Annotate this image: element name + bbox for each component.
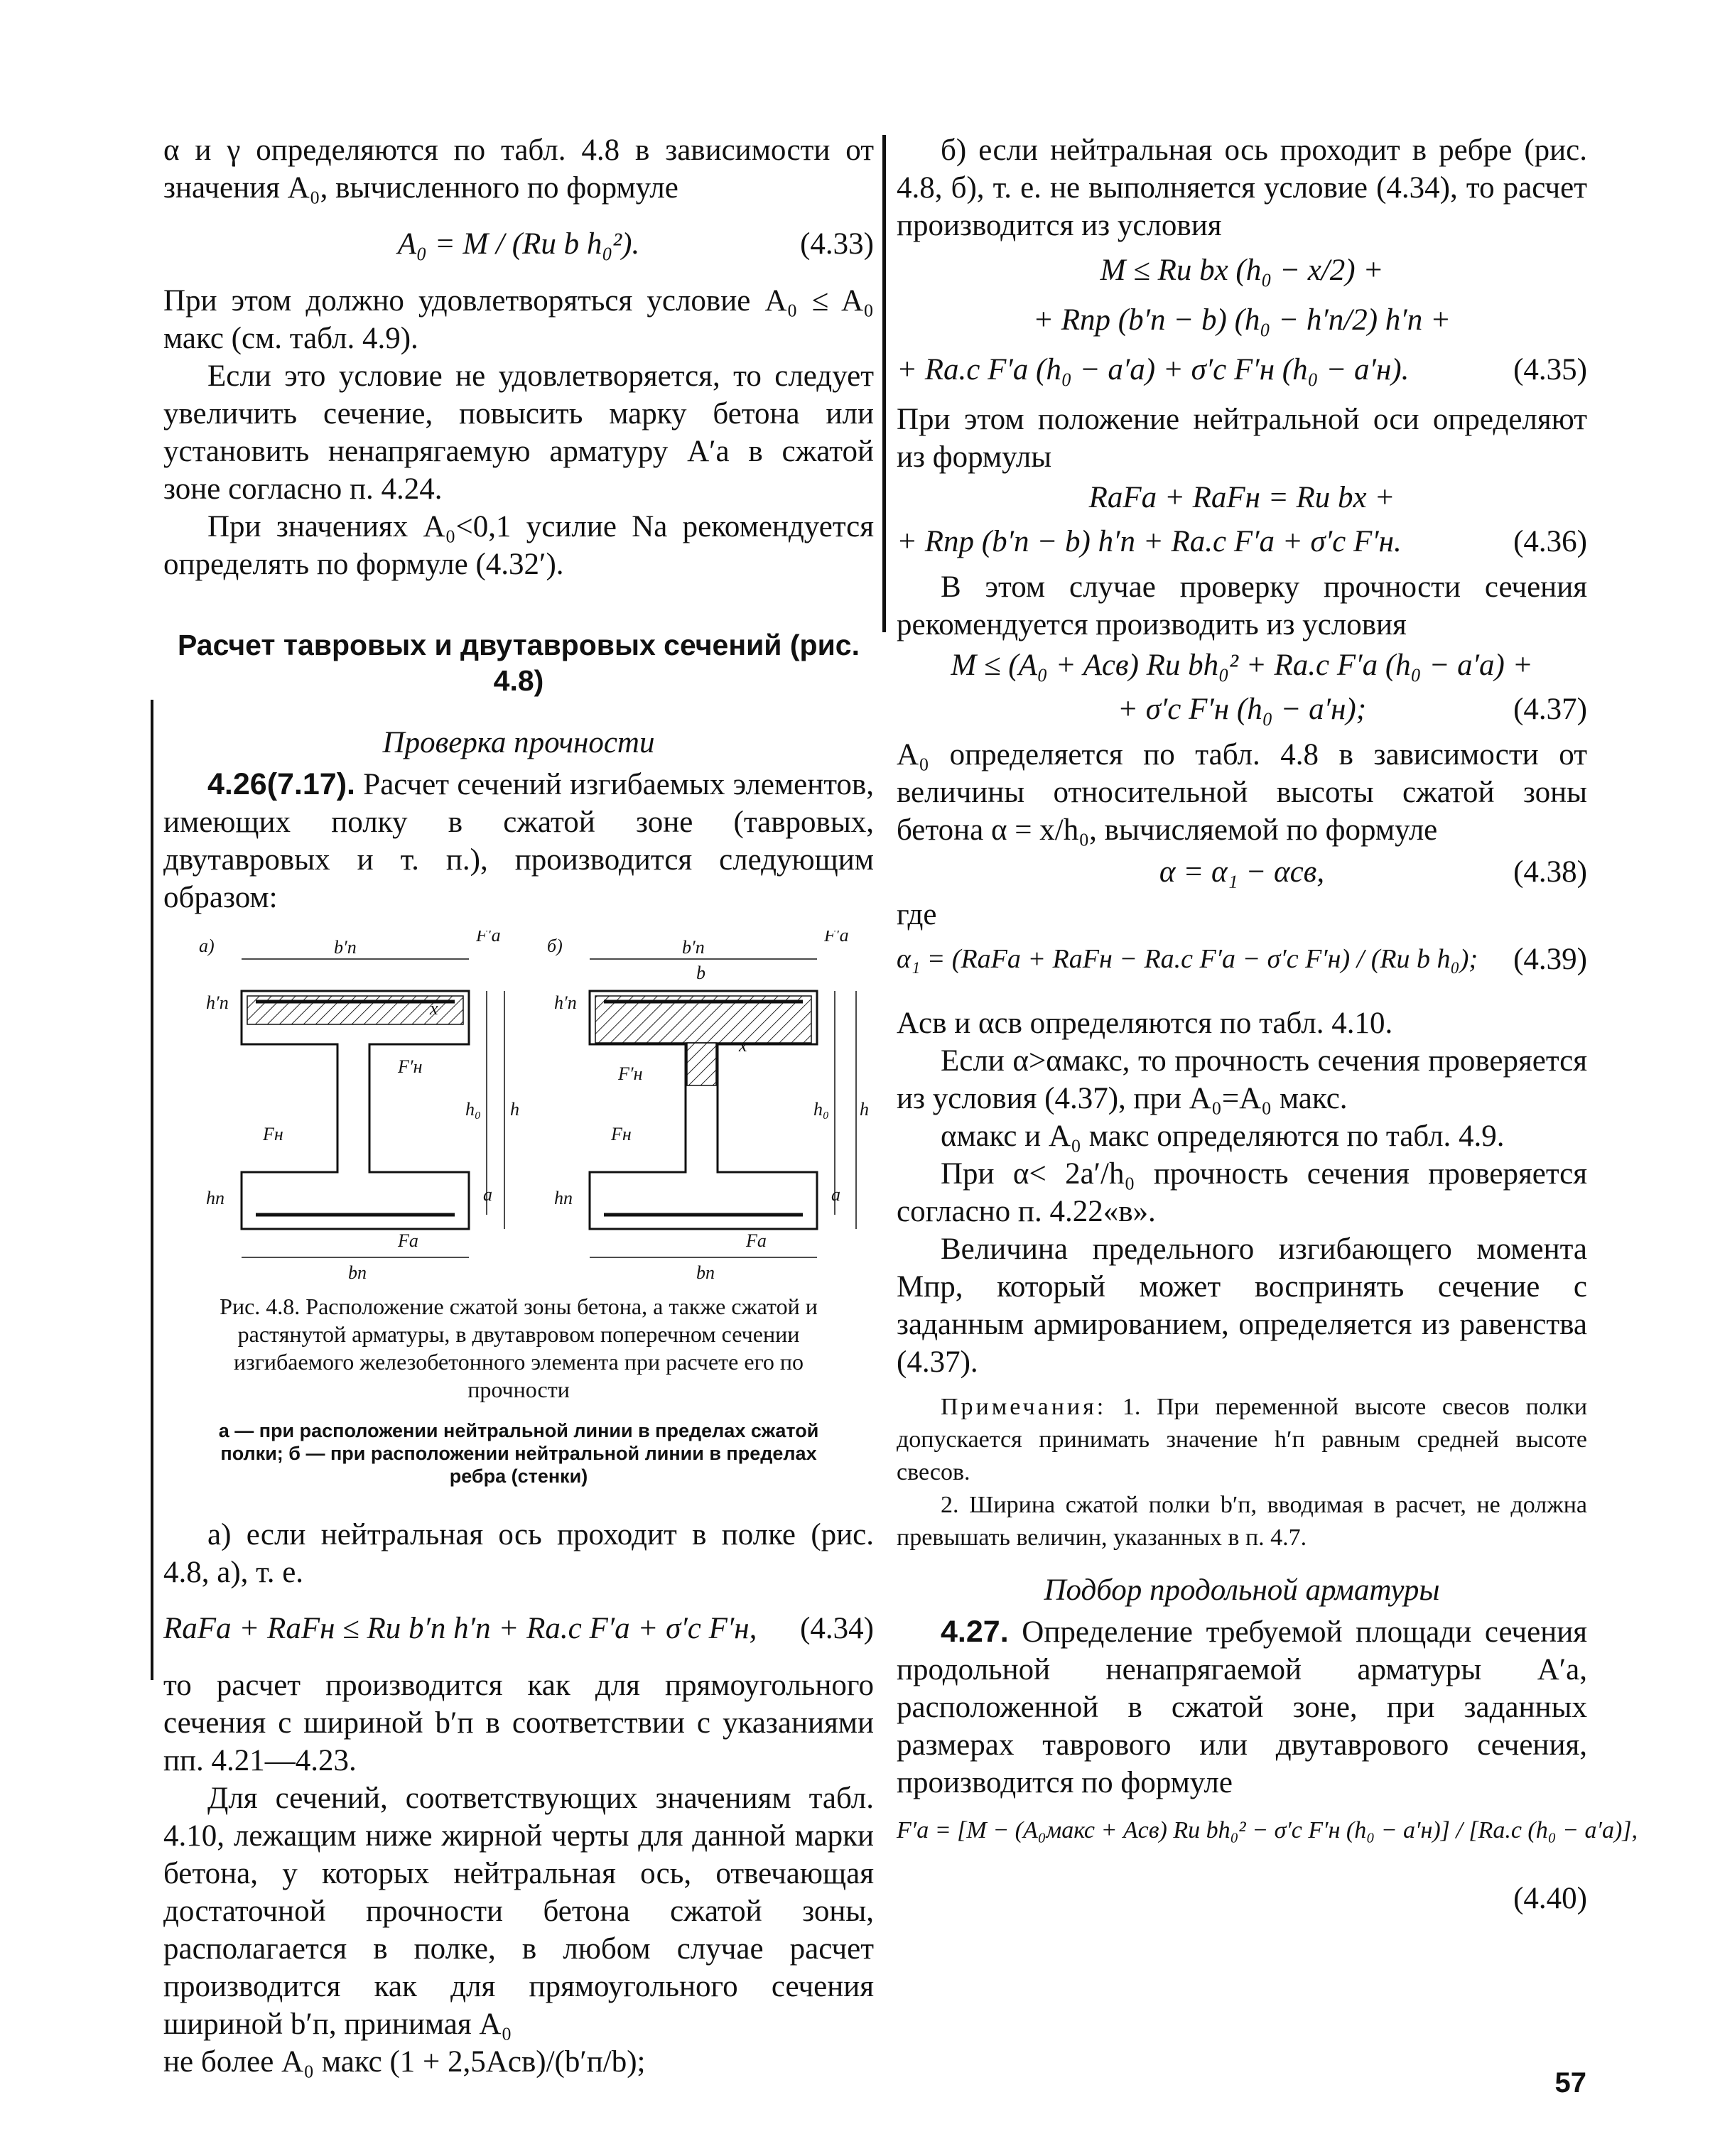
dim-hp-bot-a: hп <box>206 1188 225 1208</box>
equation-4-36-line2 <box>897 519 1587 568</box>
equation-number: (4.39) <box>1513 943 1587 976</box>
dim-hp-bot-b: hп <box>554 1188 573 1208</box>
figure-label-b: б) <box>547 936 563 956</box>
paragraph: A₀ определяется по табл. 4.8 в зависимости от величины относительной высоты сжатой зоны бетона α = x/h₀, вычисляемой по формуле <box>897 738 1587 847</box>
paragraph: В этом случае проверку прочности сечения рекомендуется производить из условия <box>897 570 1587 641</box>
equation-body: α = α₁ − αсв, <box>1159 855 1325 889</box>
paragraph: Величина предельного изгибающего момента Mпр, который может воспринять сечение с заданным армированием, определяется из равенства (4.37). <box>897 1233 1587 1379</box>
figure-4-8 <box>192 931 874 1286</box>
equation-body: F′а = [M − (A₀макс + Aсв) Rи bh₀² − σ′с F′н (h₀ − a′н)] / [Rа.с (h₀ − a′а)], <box>897 1817 1638 1843</box>
equation-number: (4.33) <box>800 227 874 261</box>
equation-body: + Rпр (b′п − b) (h₀ − h′п/2) h′п + <box>1033 303 1451 337</box>
paragraph: где <box>897 898 937 931</box>
dim-h0-a: h₀ <box>465 1099 482 1120</box>
equation-number: (4.38) <box>1513 855 1587 889</box>
figure-diagram <box>192 931 874 1286</box>
clause-number: 4.27. <box>941 1615 1009 1649</box>
paragraph: αмакс и A₀ макс определяются по табл. 4.9. <box>941 1120 1505 1153</box>
equation-4-35-line2 <box>897 294 1587 344</box>
margin-bar-right <box>882 135 886 632</box>
equation-body: + σ′с F′н (h₀ − a′н); <box>1117 693 1367 726</box>
equation-4-39 <box>897 933 1587 1004</box>
label-Fn-top-b: F′н <box>618 1063 643 1084</box>
dim-a-a: a <box>483 1184 492 1205</box>
paragraph: Aсв и αсв определяются по табл. 4.10. <box>897 1007 1393 1040</box>
note-text: 1. При переменной высоте свесов полки допускается принимать значение h′п равным средней высоте свесов. <box>897 1394 1588 1485</box>
equation-4-34 <box>163 1591 874 1667</box>
note-paragraph: 2. Ширина сжатой полки b′п, вводимая в расчет, не должна превышать величин, указанных в п. 4.7. <box>897 1492 1587 1551</box>
figure-caption: Рис. 4.8. Расположение сжатой зоны бетона, а также сжатой и растянутой арматуры, в двутавровом поперечном сечении изгибаемого железобетонного элемента при расчете его по прочности <box>220 1294 818 1402</box>
clause-paragraph <box>897 1613 1587 1802</box>
dim-bp-b: b′п <box>682 937 705 958</box>
equation-body: RаFа + RаFн ≤ Rи b′п h′п + Rа.с F′а + σ′с F′н, <box>163 1612 757 1645</box>
page-number: 57 <box>1554 2067 1586 2098</box>
equation-4-38 <box>897 849 1587 896</box>
equation-number: (4.37) <box>1513 693 1587 726</box>
paragraph: При α< 2a′/h₀ прочность сечения проверяется согласно п. 4.22«в». <box>897 1157 1587 1228</box>
clause-number: 4.26(7.17). <box>207 767 355 801</box>
paragraph: Для сечений, соответствующих значениям табл. 4.10, лежащим ниже жирной черты для данной марки бетона, у которых нейтральная ось, отвечающая достаточной прочности бетона сжатой зоны, располагается в полке, в любом случае расчет производится как для прямоугольного сечения шириной b′п, принимая A₀ <box>163 1782 874 2041</box>
label-Fn-bot-b: Fн <box>611 1124 632 1144</box>
label-Fa-top-a: F′а <box>476 931 501 946</box>
equation-4-36-line1 <box>897 476 1587 519</box>
paragraph: то расчет производится как для прямоугольного сечения с шириной b′п в соответствии с указаниями пп. 4.21—4.23. <box>163 1669 874 1777</box>
dim-h-a: h <box>510 1099 519 1120</box>
section-b <box>547 931 869 1283</box>
equation-number: (4.36) <box>1513 525 1587 558</box>
equation-4-37-line1 <box>897 644 1587 686</box>
dim-x-b: x <box>739 1035 747 1056</box>
label-Fn-bot-a: Fн <box>263 1124 283 1144</box>
equation-body: M ≤ Rи bx (h₀ − x/2) + <box>1100 254 1384 287</box>
equation-4-37-line2 <box>897 686 1587 736</box>
equation-body: + Rпр (b′п − b) h′п + Rа.с F′а + σ′с F′н. <box>897 525 1402 558</box>
equation-4-33 <box>163 207 874 282</box>
label-Fa-top-b: F′а <box>824 931 849 946</box>
equation-number: (4.34) <box>800 1612 874 1645</box>
dim-hp-top-a: h′п <box>206 992 229 1013</box>
paragraph: не более A₀ макс (1 + 2,5Aсв)/(b′п/b); <box>163 2045 646 2079</box>
dim-a-b: a <box>831 1184 840 1205</box>
dim-hp-top-b: h′п <box>554 992 577 1013</box>
paragraph: При значениях A₀<0,1 усилие Nа рекомендуется определять по формуле (4.32′). <box>163 510 874 581</box>
dim-h0-b: h₀ <box>813 1099 830 1120</box>
paragraph: Если это условие не удовлетворяется, то следует увеличить сечение, повысить марку бетона или установить ненапрягаемую арматуру A′а в сжатой зоне согласно п. 4.24. <box>163 359 874 506</box>
equation-number: (4.35) <box>1513 353 1587 386</box>
section-heading: Расчет тавровых и двутавровых сечений (рис. 4.8) <box>177 629 860 697</box>
figure-label-a: а) <box>199 936 215 956</box>
equation-4-35-line3 <box>897 344 1587 401</box>
label-Fa-bot-b: Fа <box>746 1230 767 1251</box>
equation-body: RаFа + RаFн = Rи bx + <box>1088 481 1395 514</box>
right-column <box>897 131 1638 1917</box>
dim-bp-a: b′п <box>334 937 357 958</box>
label-Fn-top-a: F′н <box>398 1056 423 1077</box>
note-label: Примечания: <box>941 1394 1107 1420</box>
equation-4-35-line1 <box>897 244 1587 294</box>
figure-legend: а — при расположении нейтральной линии в пределах сжатой полки; б — при расположении нейтральной линии в пределах ребра (стенки) <box>218 1420 819 1487</box>
label-Fa-bot-a: Fа <box>398 1230 418 1251</box>
equation-number: (4.40) <box>1513 1882 1587 1915</box>
dim-h-b: h <box>860 1099 869 1120</box>
paragraph: При этом положение нейтральной оси определяют из формулы <box>897 403 1587 474</box>
clause-text: Определение требуемой площади сечения продольной ненапрягаемой арматуры A′а, расположенной в сжатой зоне, при заданных размерах таврового или двутаврового сечения, производится по формуле <box>897 1615 1588 1799</box>
subheading: Проверка прочности <box>382 726 655 759</box>
paragraph: б) если нейтральная ось проходит в ребре (рис. 4.8, б), т. е. не выполняется условие (4.34), то расчет производится из условия <box>897 134 1587 242</box>
equation-body: + Rа.с F′а (h₀ − a′а) + σ′с F′н (h₀ − a′н). <box>897 353 1410 386</box>
paragraph: Если α>αмакс, то прочность сечения проверяется из условия (4.37), при A₀=A₀ макс. <box>897 1044 1587 1115</box>
dim-bn-a: bп <box>348 1262 367 1283</box>
paragraph: α и γ определяются по табл. 4.8 в зависимости от значения A₀, вычисленного по формуле <box>163 134 874 205</box>
clause-text: Расчет сечений изгибаемых элементов, имеющих полку в сжатой зоне (тавровых, двутавровых и т. п.), производится следующим образом: <box>163 768 874 914</box>
paragraph: При этом должно удовлетворяться условие A₀ ≤ A₀ макс (см. табл. 4.9). <box>163 284 874 355</box>
dim-bn-b: bп <box>696 1262 715 1283</box>
subheading: Подбор продольной арматуры <box>1044 1573 1440 1607</box>
margin-bar-left <box>151 700 153 1680</box>
dim-b-b: b <box>696 963 705 983</box>
dim-x-a: x <box>430 998 438 1019</box>
equation-4-40 <box>897 1802 1638 1880</box>
paragraph: а) если нейтральная ось проходит в полке (рис. 4.8, а), т. е. <box>163 1518 874 1589</box>
equation-body: A₀ = M / (Rи b h₀²). <box>397 227 640 261</box>
equation-body: M ≤ (A₀ + Aсв) Rи bh₀² + Rа.с F′а (h₀ − a′а) + <box>951 649 1533 682</box>
note-paragraph <box>897 1391 1587 1489</box>
equation-body: α₁ = (RаFа + RаFн − Rа.с F′а − σ′с F′н) / (Rи b h₀); <box>897 944 1478 974</box>
clause-paragraph <box>163 766 874 916</box>
section-a <box>199 931 519 1283</box>
left-column <box>163 131 874 2081</box>
